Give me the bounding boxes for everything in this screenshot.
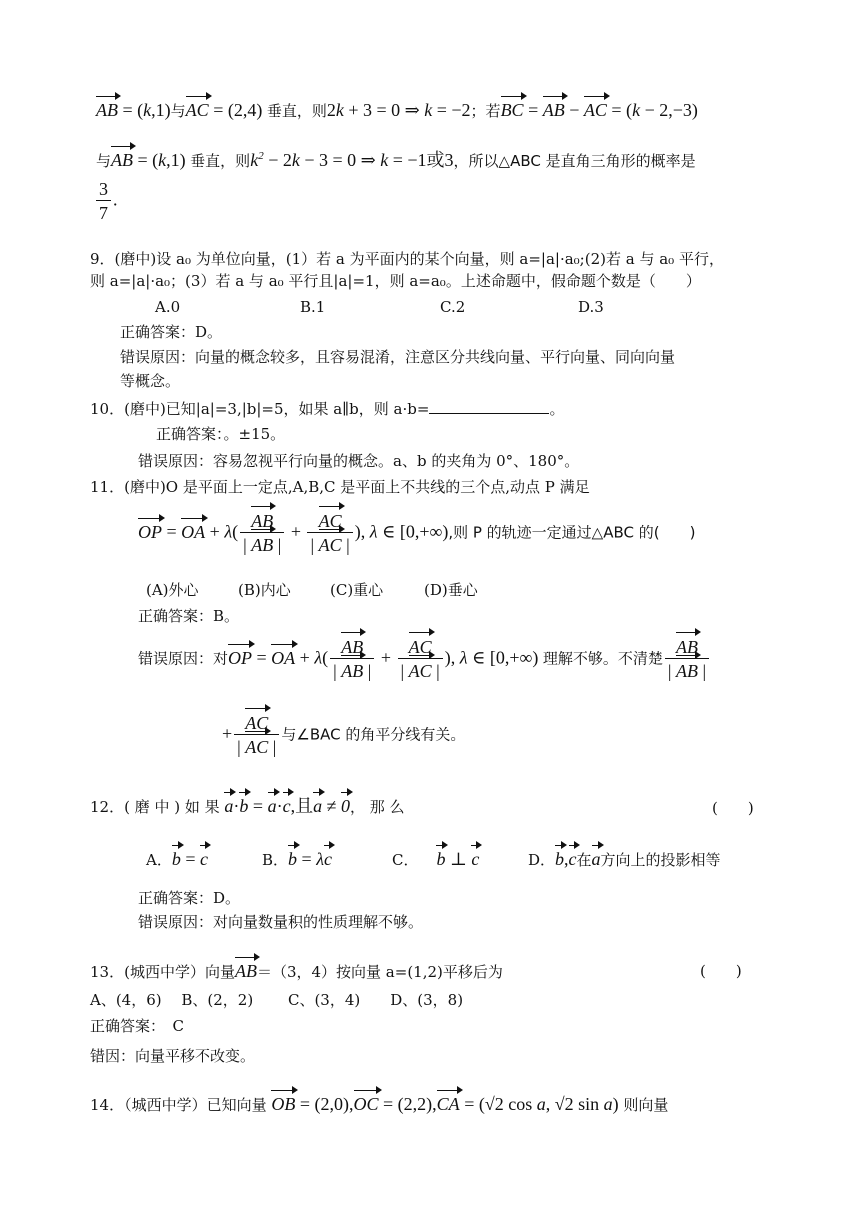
- fraction-denominator: 7: [99, 203, 108, 223]
- q9-reason-2: 等概念。: [120, 372, 181, 390]
- q14-line: 14．（城西中学）已知向量 OB = (2,0),OC = (2,2),CA = (√2 cos a, √2 sin a) 则向量: [90, 1094, 669, 1114]
- q10-reason: 错误原因：容易忽视平行向量的概念。a、b 的夹角为 0°、180°。: [138, 452, 580, 470]
- q9-option-a: A.0: [155, 298, 181, 316]
- q12-paren: ( ): [712, 799, 754, 817]
- q12-answer: 正确答案：D。: [138, 889, 241, 907]
- p8-fraction: $\frac{3}{7}$ .: [94, 178, 118, 225]
- q9-option-b: B.1: [300, 298, 326, 316]
- q12-option-b: B．b = λc: [262, 849, 332, 869]
- q9-answer: 正确答案：D。: [120, 323, 223, 341]
- q11-option-b: (B)内心: [238, 581, 291, 599]
- p8-line2: 与AB = (k,1) 垂直，则$k^2 - 2k - 3 = 0$ ⇒ k = −1或3，所以△ABC 是直角三角形的概率是: [96, 150, 696, 170]
- q9-line1: 9．(磨中)设 a₀ 为单位向量，(1）若 a 为平面内的某个向量，则 a=|a|·a₀;(2)若 a 与 a₀ 平行，: [90, 250, 724, 268]
- p8-line1: AB = (k,1)与AC = (2,4) 垂直，则2k + 3 = 0 ⇒ k = −2；若BC = AB − AC = (k − 2,−3): [96, 100, 698, 120]
- q9-option-c: C.2: [440, 298, 466, 316]
- q12-line: 12．( 磨 中 ) 如 果 a·b = a·c,且a ≠ 0， 那 么: [90, 796, 405, 816]
- answer-blank: [429, 399, 549, 414]
- q11-line: 11．(磨中)O 是平面上一定点,A,B,C 是平面上不共线的三个点,动点 P 满足: [90, 478, 590, 496]
- q13-options: A、(4，6) B、(2，2) C、(3，4) D、(3，8): [90, 991, 464, 1009]
- q11-answer: 正确答案：B。: [138, 607, 240, 625]
- q10-line: 10．(磨中)已知|a|=3,|b|=5，如果 a∥b，则 a·b= 。: [90, 400, 565, 418]
- q11-formula: OP = OA + λ( $\frac{AB}{| AB |}$ + $\frac{AC}{| AC |}$ ), λ ∈ [0,+∞),则 P 的轨迹一定通过△ABC 的( ): [138, 511, 696, 555]
- q12-option-d: D．b,c在a方向上的投影相等: [528, 849, 721, 869]
- q11-reason-line2: + $\frac{AC}{| AC |}$ 与∠BAC 的角平分线有关。: [222, 713, 466, 757]
- fraction-numerator: 3: [96, 178, 111, 201]
- q11-option-d: (D)垂心: [424, 581, 478, 599]
- q13-line: 13．(城西中学）向量AB＝（3，4）按向量 a=(1,2)平移后为: [90, 961, 503, 981]
- q10-answer: 正确答案：。±15。: [156, 425, 286, 443]
- q13-paren: ( ): [700, 962, 742, 980]
- q9-reason-1: 错误原因：向量的概念较多，且容易混淆，注意区分共线向量、平行向量、同向向量: [120, 348, 676, 366]
- q13-answer: 正确答案： C: [90, 1017, 184, 1035]
- q12-reason: 错误原因：对向量数量积的性质理解不够。: [138, 913, 424, 931]
- q9-option-d: D.3: [578, 298, 604, 316]
- q12-option-c: C． b ⊥ c: [392, 849, 480, 869]
- q13-reason: 错因：向量平移不改变。: [90, 1047, 256, 1065]
- q9-line2: 则 a=|a|·a₀；(3）若 a 与 a₀ 平行且|a|=1，则 a=a₀。上述命题中，假命题个数是（ ）: [90, 272, 701, 290]
- q12-options: A．b = c: [146, 849, 208, 869]
- q11-option-a: (A)外心: [146, 581, 199, 599]
- q11-reason-line1: 错误原因：对OP = OA + λ( $\frac{AB}{| AB |}$ + $\frac{AC}{| AC |}$ ), λ ∈ [0,+∞) 理解不够。不清楚 $\frac{AB}{| AB |}$: [138, 636, 711, 683]
- q11-option-c: (C)重心: [330, 581, 384, 599]
